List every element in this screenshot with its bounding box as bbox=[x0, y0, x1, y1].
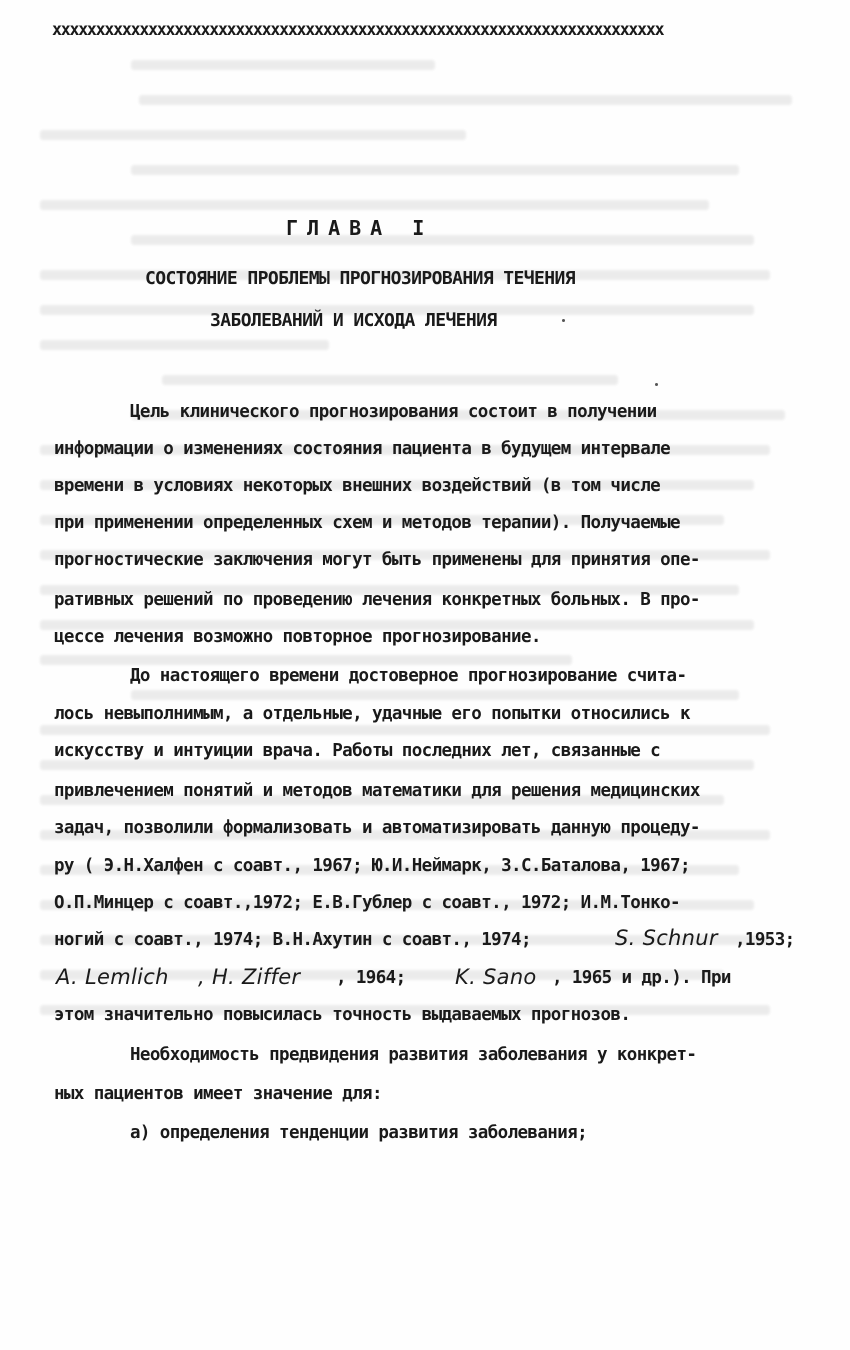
body-line: ративных решений по проведению лечения конкретных больных. В про- bbox=[54, 590, 700, 610]
body-line: Необходимость предвидения развития заболевания у конкрет- bbox=[130, 1045, 697, 1065]
body-line: искусству и интуиции врача. Работы последних лет, связанные с bbox=[54, 741, 661, 761]
list-item-a: а) определения тенденции развития заболевания; bbox=[130, 1123, 588, 1143]
chapter-title-line-2: ЗАБОЛЕВАНИЙ И ИСХОДА ЛЕЧЕНИЯ bbox=[210, 310, 497, 331]
body-line: Цель клинического прогнозирования состоит в получении bbox=[130, 402, 657, 422]
body-line: при применении определенных схем и методов терапии). Получаемые bbox=[54, 513, 680, 533]
body-line: О.П.Минцер с соавт.,1972; Е.В.Гублер с соавт., 1972; И.М.Тонко- bbox=[54, 893, 680, 913]
citation-tail: , 1965 и др.). При bbox=[552, 968, 731, 988]
body-line: привлечением понятий и методов математики для решения медицинских bbox=[54, 781, 700, 801]
ink-speck bbox=[655, 383, 658, 386]
citation-year: ,1953; bbox=[735, 930, 795, 950]
chapter-title-line-1: СОСТОЯНИЕ ПРОБЛЕМЫ ПРОГНОЗИРОВАНИЯ ТЕЧЕНИЯ bbox=[145, 268, 575, 289]
handwritten-citation-lemlich: A. Lemlich bbox=[56, 965, 169, 989]
body-line: ру ( Э.Н.Халфен с соавт., 1967; Ю.И.Неймарк, З.С.Баталова, 1967; bbox=[54, 856, 690, 876]
handwritten-citation-sano: K. Sano bbox=[455, 965, 537, 989]
body-line: информации о изменениях состояния пациента в будущем интервале bbox=[54, 439, 671, 459]
body-line: времени в условиях некоторых внешних воздействий (в том числе bbox=[54, 476, 661, 496]
chapter-heading: ГЛАВА I bbox=[286, 216, 434, 240]
body-line: этом значительно повысилась точность выдаваемых прогнозов. bbox=[54, 1005, 631, 1025]
ink-speck bbox=[562, 319, 565, 322]
handwritten-citation-ziffer: , H. Ziffer bbox=[198, 965, 301, 989]
body-line: ногий с соавт., 1974; В.Н.Ахутин с соавт., 1974; bbox=[54, 930, 531, 950]
body-line: лось невыполнимым, а отдельные, удачные его попытки относились к bbox=[54, 704, 690, 724]
body-line: прогностические заключения могут быть применены для принятия опе- bbox=[54, 550, 700, 570]
handwritten-citation-schnur: S. Schnur bbox=[615, 926, 718, 950]
body-line: задач, позволили формализовать и автоматизировать данную процеду- bbox=[54, 818, 700, 838]
body-line: До настоящего времени достоверное прогнозирование счита- bbox=[130, 666, 687, 686]
citation-year: , 1964; bbox=[336, 968, 406, 988]
body-line: ных пациентов имеет значение для: bbox=[54, 1084, 382, 1104]
body-line: цессе лечения возможно повторное прогнозирование. bbox=[54, 627, 541, 647]
header-x-rule: xxxxxxxxxxxxxxxxxxxxxxxxxxxxxxxxxxxxxxxxxxxxxxxxxxxxxxxxxxxxxxxxxxxxxx bbox=[52, 20, 664, 39]
